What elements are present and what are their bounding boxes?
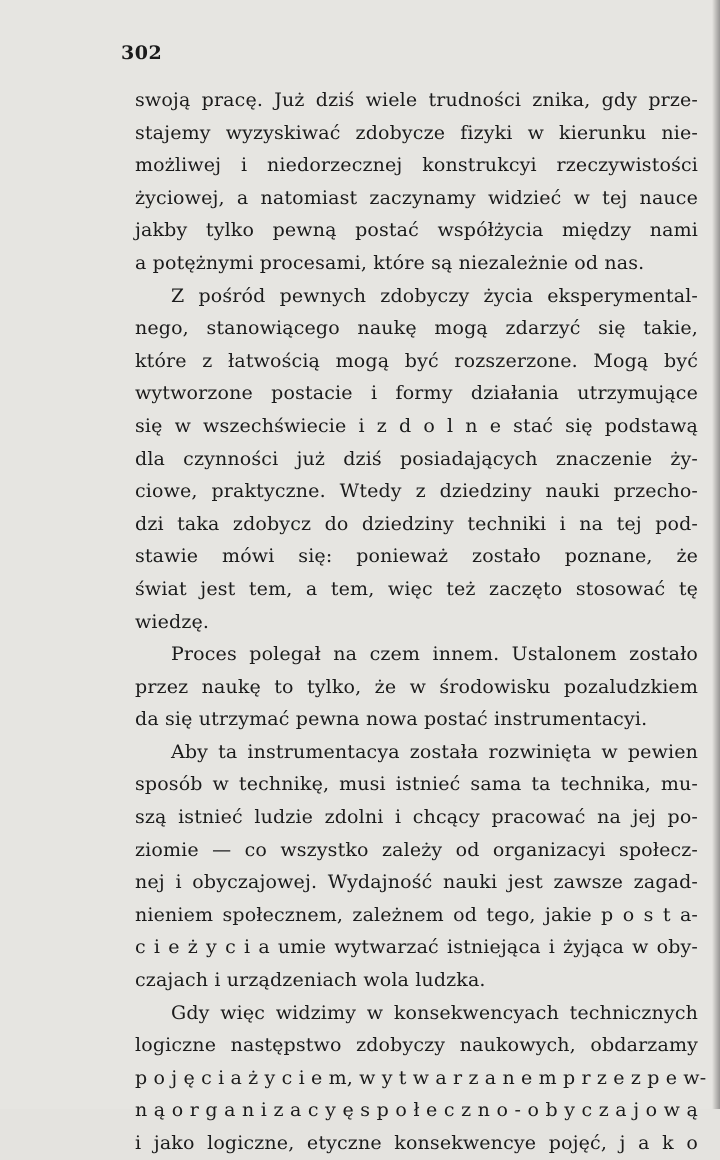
text-line: szą istnieć ludzie zdolni i chcący pracować na jej po- xyxy=(135,806,698,829)
text-line: nej i obyczajowej. Wydajność nauki jest zawsze zagad- xyxy=(135,871,698,894)
text-line: przez naukę to tylko, że w środowisku pozaludzkiem xyxy=(135,675,698,698)
text-line: ciowe, praktyczne. Wtedy z dziedziny nauki przecho- xyxy=(135,480,698,503)
text-line: możliwej i niedorzecznej konstrukcyi rzeczywistości xyxy=(135,154,698,177)
text-line: n ą o r g a n i z a c y ę s p o ł e c z n o - o b y c z a j o w ą xyxy=(135,1099,698,1122)
text-line: da się utrzymać pewna nowa postać instrumentacyi. xyxy=(135,708,648,731)
text-line: dzi taka zdobycz do dziedziny techniki i na tej pod- xyxy=(135,512,698,535)
text-line: swoją pracę. Już dziś wiele trudności znika, gdy prze- xyxy=(135,89,698,111)
text-line: stawie mówi się: ponieważ zostało poznane, że xyxy=(135,545,698,568)
body-text xyxy=(135,84,707,1160)
text-line: stajemy wyzyskiwać zdobycze fizyki w kierunku nie- xyxy=(135,121,698,144)
text-line: dla czynności już dziś posiadających znaczenie ży- xyxy=(135,447,698,470)
text-line: logiczne następstwo zdobyczy naukowych, obdarzamy xyxy=(135,1034,698,1057)
text-line: życiowej, a natomiast zaczynamy widzieć w tej nauce xyxy=(135,186,698,209)
text-line: czajach i urządzeniach wola ludzka. xyxy=(135,969,486,992)
page-edge-shadow xyxy=(712,0,720,1109)
text-line: sposób w technikę, musi istnieć sama ta technika, mu- xyxy=(135,773,698,796)
text-line: Aby ta instrumentacya została rozwinięta w pewien xyxy=(171,740,698,763)
text-line: Proces polegał na czem innem. Ustalonem zostało xyxy=(171,643,698,666)
text-line: ziomie — co wszystko zależy od organizacyi społecz- xyxy=(135,838,698,861)
text-line: wiedzę. xyxy=(135,610,210,633)
text-line: które z łatwością mogą być rozszerzone. Mogą być xyxy=(135,349,698,372)
text-line: c i e ż y c i a umie wytwarzać istniejąca i żyjąca w oby- xyxy=(135,936,698,959)
text-line: Gdy więc widzimy w konsekwencyach technicznych xyxy=(171,1001,698,1024)
text-line: jakby tylko pewną postać współżycia między nami xyxy=(135,219,698,242)
text-line: Z pośród pewnych zdobyczy życia eksperymental- xyxy=(171,284,698,307)
text-line: nieniem społecznem, zależnem od tego, jakie p o s t a- xyxy=(135,903,698,926)
text-line: się w wszechświecie i z d o l n e stać się podstawą xyxy=(135,414,698,437)
text-line: nego, stanowiącego naukę mogą zdarzyć się takie, xyxy=(135,317,698,340)
text-line: p o j ę c i a ż y c i e m, w y t w a r z a n e m p r z e z p e w- xyxy=(135,1066,707,1089)
text-line: świat jest tem, a tem, więc też zaczęto stosować tę xyxy=(135,577,698,600)
text-line: wytworzone postacie i formy działania utrzymujące xyxy=(135,382,698,405)
text-line: i jako logiczne, etyczne konsekwencye pojęć, j a k o xyxy=(135,1132,698,1154)
text-line: a potężnymi procesami, które są niezależnie od nas. xyxy=(135,251,645,274)
page-number: 302 xyxy=(121,42,163,64)
